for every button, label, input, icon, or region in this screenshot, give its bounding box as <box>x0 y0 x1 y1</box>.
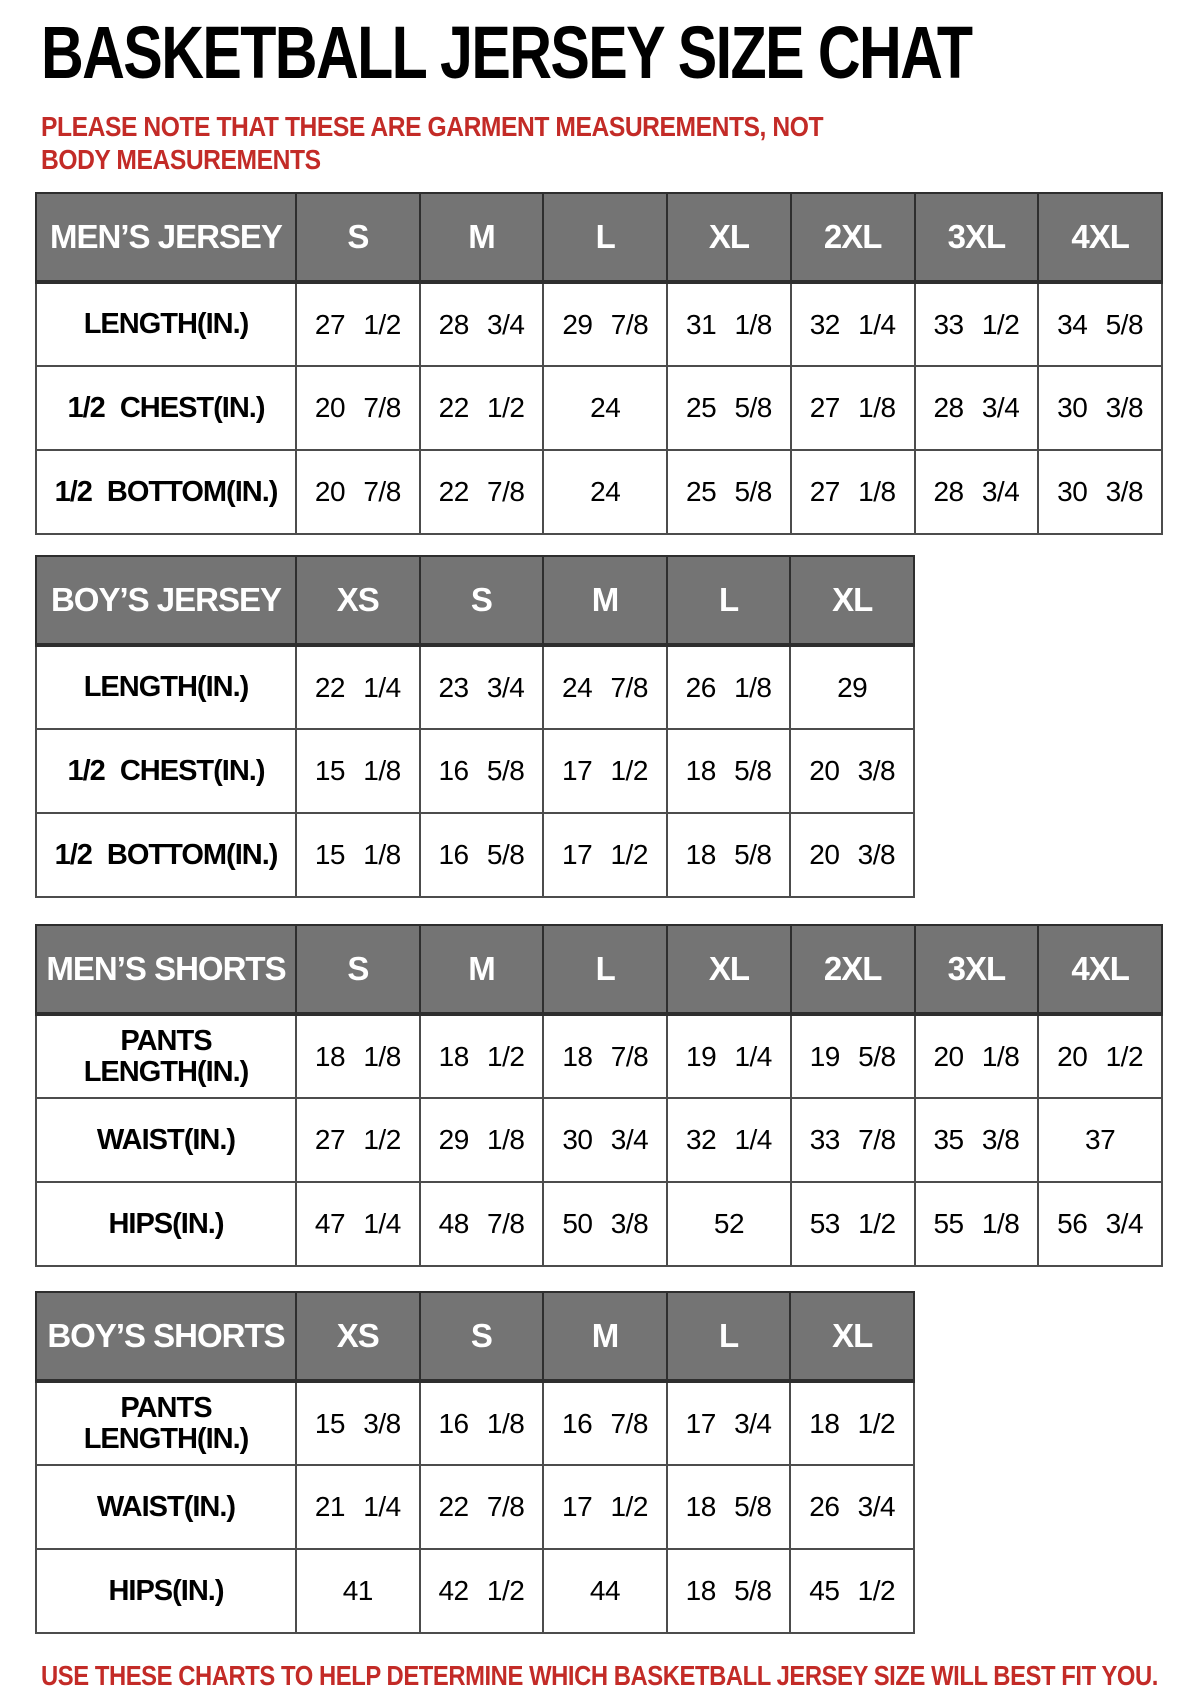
size-header: M <box>420 925 544 1014</box>
cell: 32 1/4 <box>667 1098 791 1182</box>
cell: 33 1/2 <box>915 282 1039 366</box>
cell: 16 7/8 <box>543 1381 667 1465</box>
row-label: 1/2 CHEST(IN.) <box>36 729 296 813</box>
table-title: MEN’S SHORTS <box>36 925 296 1014</box>
cell: 17 1/2 <box>543 729 667 813</box>
cell: 25 5/8 <box>667 450 791 534</box>
size-header: M <box>420 193 544 282</box>
table-header-row <box>36 556 914 645</box>
cell: 33 7/8 <box>791 1098 915 1182</box>
size-header: L <box>667 1292 791 1381</box>
cell: 37 <box>1038 1098 1162 1182</box>
size-header: 4XL <box>1038 193 1162 282</box>
cell: 22 1/4 <box>296 645 420 729</box>
cell: 18 7/8 <box>543 1014 667 1098</box>
mens-shorts-table <box>35 924 1163 1267</box>
cell: 30 3/8 <box>1038 450 1162 534</box>
cell: 15 1/8 <box>296 813 420 897</box>
cell: 17 1/2 <box>543 1465 667 1549</box>
size-header: M <box>543 1292 667 1381</box>
cell: 26 3/4 <box>790 1465 914 1549</box>
cell: 42 1/2 <box>420 1549 544 1633</box>
table-row <box>36 1465 914 1549</box>
table-row <box>36 1014 1162 1098</box>
cell: 44 <box>543 1549 667 1633</box>
size-header: L <box>543 925 667 1014</box>
size-header: XS <box>296 556 420 645</box>
cell: 20 3/8 <box>790 813 914 897</box>
cell: 15 1/8 <box>296 729 420 813</box>
size-header: L <box>543 193 667 282</box>
cell: 27 1/2 <box>296 1098 420 1182</box>
table-row <box>36 366 1162 450</box>
row-label: 1/2 BOTTOM(IN.) <box>36 450 296 534</box>
cell: 23 3/4 <box>420 645 544 729</box>
table-header-row <box>36 925 1162 1014</box>
size-header: S <box>420 556 544 645</box>
cell: 26 1/8 <box>667 645 791 729</box>
cell: 28 3/4 <box>420 282 544 366</box>
footer-note: USE THESE CHARTS TO HELP DETERMINE WHICH BASKETBALL JERSEY SIZE WILL BEST FIT YOU. <box>41 1660 1158 1692</box>
row-label: WAIST(IN.) <box>36 1465 296 1549</box>
cell: 18 5/8 <box>667 813 791 897</box>
table-row <box>36 1182 1162 1266</box>
table-row <box>36 1098 1162 1182</box>
cell: 20 1/2 <box>1038 1014 1162 1098</box>
cell: 17 3/4 <box>667 1381 791 1465</box>
cell: 27 1/8 <box>791 366 915 450</box>
cell: 47 1/4 <box>296 1182 420 1266</box>
cell: 31 1/8 <box>667 282 791 366</box>
table-title: BOY’S JERSEY <box>36 556 296 645</box>
cell: 30 3/8 <box>1038 366 1162 450</box>
cell: 34 5/8 <box>1038 282 1162 366</box>
table-row <box>36 450 1162 534</box>
row-label: 1/2 BOTTOM(IN.) <box>36 813 296 897</box>
cell: 56 3/4 <box>1038 1182 1162 1266</box>
cell: 35 3/8 <box>915 1098 1039 1182</box>
size-header: XL <box>790 556 914 645</box>
size-header: 2XL <box>791 193 915 282</box>
cell: 17 1/2 <box>543 813 667 897</box>
cell: 22 7/8 <box>420 450 544 534</box>
cell: 32 1/4 <box>791 282 915 366</box>
table-row <box>36 282 1162 366</box>
cell: 18 1/2 <box>420 1014 544 1098</box>
cell: 55 1/8 <box>915 1182 1039 1266</box>
row-label: HIPS(IN.) <box>36 1549 296 1633</box>
cell: 18 5/8 <box>667 1465 791 1549</box>
cell: 21 1/4 <box>296 1465 420 1549</box>
cell: 27 1/8 <box>791 450 915 534</box>
cell: 18 1/8 <box>296 1014 420 1098</box>
table-row <box>36 1549 914 1633</box>
size-header: XL <box>667 925 791 1014</box>
cell: 22 7/8 <box>420 1465 544 1549</box>
cell: 18 5/8 <box>667 729 791 813</box>
cell: 29 <box>790 645 914 729</box>
size-header: 4XL <box>1038 925 1162 1014</box>
cell: 53 1/2 <box>791 1182 915 1266</box>
cell: 20 7/8 <box>296 450 420 534</box>
cell: 29 7/8 <box>543 282 667 366</box>
table-header-row <box>36 1292 914 1381</box>
cell: 18 1/2 <box>790 1381 914 1465</box>
cell: 19 5/8 <box>791 1014 915 1098</box>
size-header: S <box>296 193 420 282</box>
cell: 16 1/8 <box>420 1381 544 1465</box>
cell: 45 1/2 <box>790 1549 914 1633</box>
cell: 20 7/8 <box>296 366 420 450</box>
cell: 24 <box>543 366 667 450</box>
table-row <box>36 813 914 897</box>
size-header: 3XL <box>915 193 1039 282</box>
size-header: 3XL <box>915 925 1039 1014</box>
table-title: MEN’S JERSEY <box>36 193 296 282</box>
cell: 28 3/4 <box>915 450 1039 534</box>
garment-measurement-note: PLEASE NOTE THAT THESE ARE GARMENT MEASUREMENTS, NOT BODY MEASUREMENTS <box>41 111 824 176</box>
cell: 18 5/8 <box>667 1549 791 1633</box>
mens-jersey-table <box>35 192 1163 535</box>
cell: 20 1/8 <box>915 1014 1039 1098</box>
table-title: BOY’S SHORTS <box>36 1292 296 1381</box>
row-label: LENGTH(IN.) <box>36 645 296 729</box>
size-header: S <box>296 925 420 1014</box>
table-row <box>36 1381 914 1465</box>
row-label: LENGTH(IN.) <box>36 282 296 366</box>
row-label: PANTS LENGTH(IN.) <box>36 1014 296 1098</box>
cell: 27 1/2 <box>296 282 420 366</box>
size-header: M <box>543 556 667 645</box>
size-header: XS <box>296 1292 420 1381</box>
cell: 52 <box>667 1182 791 1266</box>
cell: 16 5/8 <box>420 729 544 813</box>
cell: 50 3/8 <box>543 1182 667 1266</box>
cell: 20 3/8 <box>790 729 914 813</box>
row-label: PANTS LENGTH(IN.) <box>36 1381 296 1465</box>
size-header: XL <box>790 1292 914 1381</box>
cell: 19 1/4 <box>667 1014 791 1098</box>
cell: 30 3/4 <box>543 1098 667 1182</box>
row-label: HIPS(IN.) <box>36 1182 296 1266</box>
table-row <box>36 645 914 729</box>
size-chart-page <box>0 11 1200 1692</box>
size-header: S <box>420 1292 544 1381</box>
row-label: WAIST(IN.) <box>36 1098 296 1182</box>
cell: 41 <box>296 1549 420 1633</box>
boys-shorts-table <box>35 1291 915 1634</box>
table-row <box>36 729 914 813</box>
cell: 28 3/4 <box>915 366 1039 450</box>
cell: 22 1/2 <box>420 366 544 450</box>
cell: 29 1/8 <box>420 1098 544 1182</box>
row-label: 1/2 CHEST(IN.) <box>36 366 296 450</box>
boys-jersey-table <box>35 555 915 898</box>
cell: 48 7/8 <box>420 1182 544 1266</box>
cell: 24 7/8 <box>543 645 667 729</box>
cell: 16 5/8 <box>420 813 544 897</box>
cell: 15 3/8 <box>296 1381 420 1465</box>
cell: 25 5/8 <box>667 366 791 450</box>
page-title: BASKETBALL JERSEY SIZE CHAT <box>41 11 972 94</box>
table-header-row <box>36 193 1162 282</box>
cell: 24 <box>543 450 667 534</box>
size-header: L <box>667 556 791 645</box>
size-header: XL <box>667 193 791 282</box>
size-header: 2XL <box>791 925 915 1014</box>
